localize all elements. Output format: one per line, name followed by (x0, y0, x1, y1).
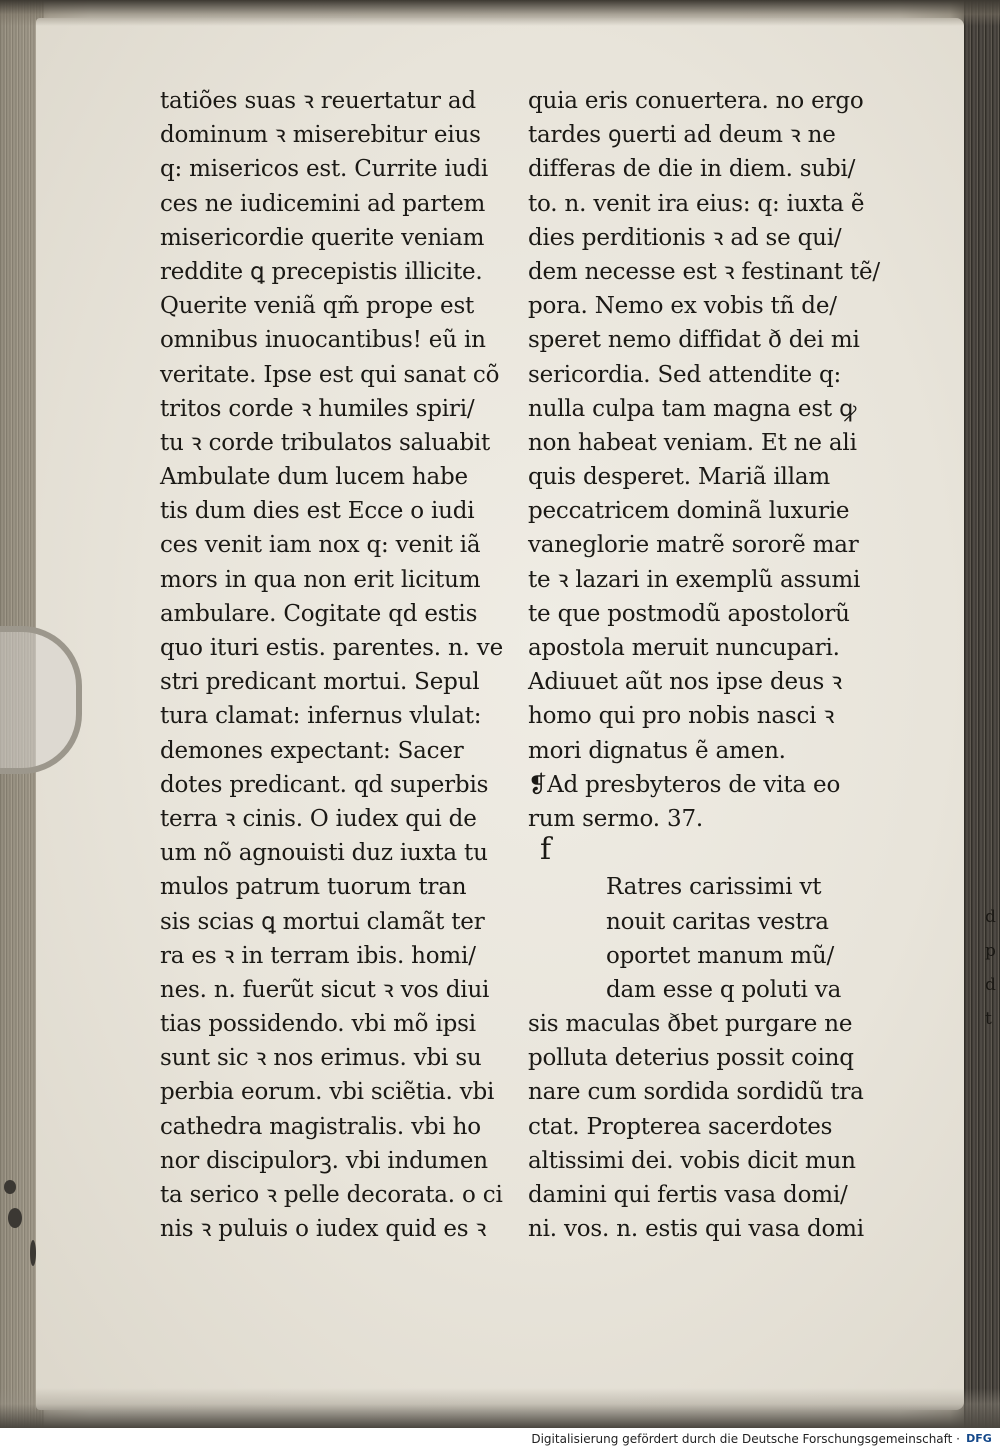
text-line: tatiões suas ꝛ reuertatur ad (160, 88, 476, 114)
text-line: dam esse q poluti va (606, 976, 842, 1003)
text-line: um nõ agnouisti duz iuxta tu (160, 840, 488, 867)
fragment-letter: t (985, 1009, 992, 1029)
text-line: quis desperet. Mariã illam (528, 464, 830, 491)
right-text-column (528, 84, 900, 1246)
text-line: mors in qua non erit licitum (160, 566, 481, 593)
text-line: tu ꝛ corde tribulatos saluabit (160, 429, 491, 456)
text-line: tardes ꝯuerti ad deum ꝛ ne (528, 122, 836, 149)
text-line: Querite veniã qm̃ prope est (160, 293, 475, 320)
text-line: nes. n. fuerũt sicut ꝛ vos diui (160, 976, 490, 1003)
text-line: dies perditionis ꝛ ad se qui/ (528, 224, 842, 251)
fragment-letter: d (985, 907, 996, 927)
text-line: non habeat veniam. Et ne ali (528, 429, 857, 456)
text-line: Ratres carissimi vt (606, 874, 822, 901)
text-line: homo qui pro nobis nasci ꝛ (528, 703, 835, 730)
text-line: tis dum dies est Ecce o iudi (160, 498, 475, 525)
text-line: altissimi dei. vobis dicit mun (528, 1147, 856, 1174)
text-line: stri predicant mortui. Sepul (160, 669, 480, 696)
text-line: speret nemo diffidat ð dei mi (528, 327, 860, 354)
text-line: rum sermo. 37. (528, 805, 703, 832)
ink-spot (30, 1240, 36, 1266)
text-line: reddite ꝗ precepistis illicite. (160, 258, 483, 285)
text-line: ambulare. Cogitate qd estis (160, 600, 478, 627)
text-line: misericordie querite veniam (160, 224, 485, 251)
text-line: cathedra magistralis. vbi ho (160, 1113, 481, 1140)
text-line: terra ꝛ cinis. O iudex qui de (160, 805, 477, 832)
text-line: q: misericos est. Currite iudi (160, 156, 489, 183)
text-line: ❡Ad presbyteros de vita eo (528, 771, 841, 798)
adjacent-page-fragment (985, 900, 1000, 1036)
text-line: Ambulate dum lucem habe (160, 464, 468, 491)
text-line: demones expectant: Sacer (160, 737, 464, 764)
text-line: nis ꝛ puluis o iudex quid es ꝛ (160, 1216, 487, 1243)
initial-letter-placeholder: f (540, 832, 552, 867)
text-line: to. n. venit ira eius: q: iuxta ẽ (528, 190, 865, 217)
text-line: sis maculas ðbet purgare ne (528, 1011, 853, 1038)
text-line: polluta deterius possit coinq (528, 1045, 854, 1072)
text-line: quo ituri estis. parentes. n. ve (160, 635, 503, 661)
text-line: differas de die in diem. subi/ (528, 156, 856, 183)
ink-spot (8, 1208, 22, 1228)
text-line: damini qui fertis vasa domi/ (528, 1182, 848, 1208)
text-line: Adiuuet aũt nos ipse deus ꝛ (528, 669, 842, 696)
text-line: ces venit iam nox q: venit iã (160, 532, 481, 559)
ink-spot (4, 1180, 16, 1194)
text-line: dotes predicant. qd superbis (160, 771, 489, 798)
text-line: mori dignatus ẽ amen. (528, 737, 786, 764)
top-shadow (0, 0, 1000, 26)
footer-credit: Digitalisierung gefördert durch die Deutsche Forschungsgemeinschaft · (531, 1432, 960, 1446)
page-edges-right (964, 0, 1000, 1428)
text-line: ra es ꝛ in terram ibis. homi/ (160, 942, 476, 969)
text-line: vaneglorie matrẽ sororẽ mar (528, 532, 859, 559)
text-line: te ꝛ lazari in exemplũ assumi (528, 566, 861, 593)
text-line: ta serico ꝛ pelle decorata. o ci (160, 1182, 503, 1208)
text-line: sericordia. Sed attendite q: (528, 361, 842, 388)
text-line: ces ne iudicemini ad partem (160, 190, 486, 217)
text-line: nouit caritas vestra (606, 908, 829, 935)
text-line: nare cum sordida sordidũ tra (528, 1079, 864, 1106)
text-line: tritos corde ꝛ humiles spiri/ (160, 395, 475, 422)
fragment-letter: p (985, 941, 996, 961)
text-line: oportet manum mũ/ (606, 942, 835, 969)
text-line: te que postmodũ apostolorũ (528, 600, 850, 627)
text-line: nor discipulorꝫ. vbi indumen (160, 1147, 488, 1174)
text-line: sis scias ꝗ mortui clamãt ter (160, 908, 485, 935)
text-line: ni. vos. n. estis qui vasa domi (528, 1216, 864, 1243)
text-line: sunt sic ꝛ nos erimus. vbi su (160, 1045, 482, 1072)
text-line: nulla culpa tam magna est ꝙ (528, 395, 857, 422)
text-line: ctat. Propterea sacerdotes (528, 1113, 833, 1140)
text-line: peccatricem dominã luxurie (528, 498, 850, 525)
bottom-shadow (0, 1388, 1000, 1428)
text-line: pora. Nemo ex vobis tñ de/ (528, 293, 837, 320)
text-line: perbia eorum. vbi sciẽtia. vbi (160, 1079, 495, 1106)
text-line: dominum ꝛ miserebitur eius (160, 122, 481, 149)
text-line: tura clamat: infernus vlulat: (160, 703, 482, 730)
text-line: mulos patrum tuorum tran (160, 874, 467, 901)
text-line: omnibus inuocantibus! eũ in (160, 327, 486, 354)
left-text-column (160, 84, 528, 1246)
fragment-letter: d (985, 975, 996, 995)
dfg-logo: DFG (964, 1431, 994, 1447)
footer-bar (0, 1428, 1000, 1452)
text-line: veritate. Ipse est qui sanat cõ (160, 361, 500, 388)
text-line: tias possidendo. vbi mõ ipsi (160, 1011, 476, 1038)
text-line: apostola meruit nuncupari. (528, 635, 840, 661)
text-line: dem necesse est ꝛ festinant tẽ/ (528, 258, 880, 285)
text-line: quia eris conuertera. no ergo (528, 88, 864, 114)
